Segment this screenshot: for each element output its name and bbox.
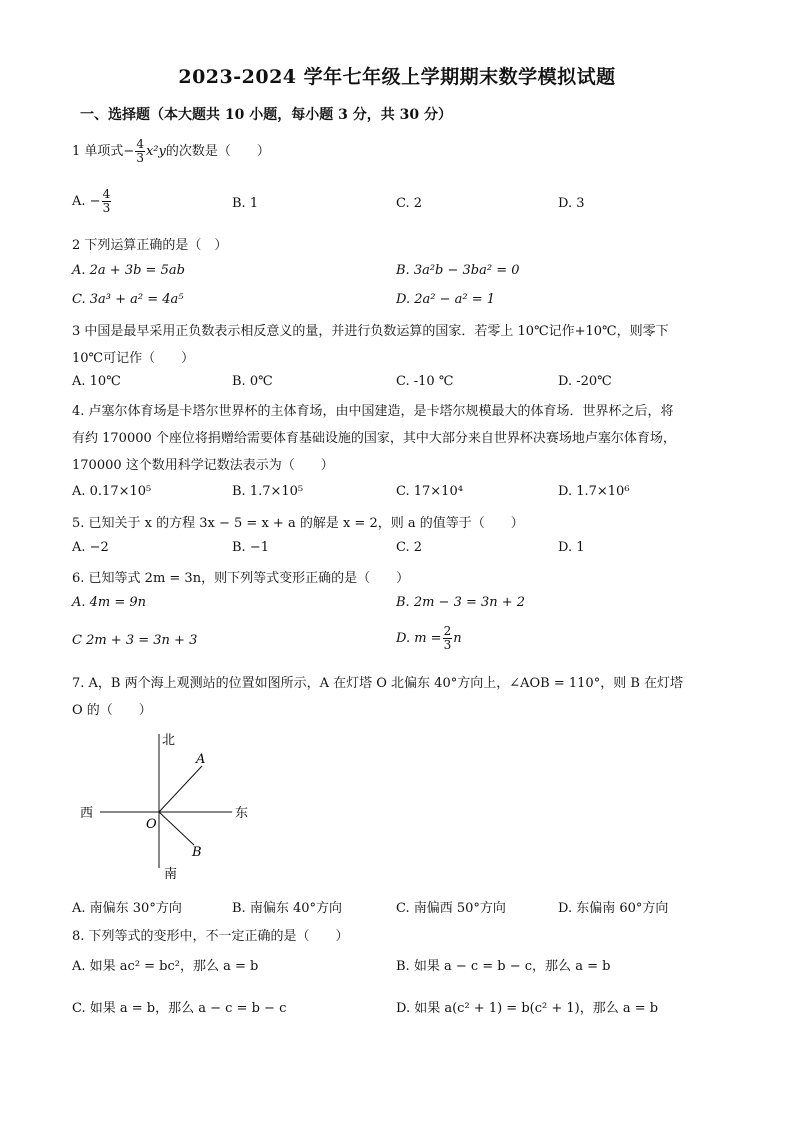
page-title: 2023-2024 学年七年级上学期期末数学模拟试题	[178, 66, 616, 88]
ray-ob	[159, 812, 194, 845]
q1-option-a[interactable]	[72, 188, 112, 215]
q7-option-b[interactable]: B. 南偏东 40°方向	[232, 901, 342, 916]
question-8-stem: 8. 下列等式的变形中，不一定正确的是（ ）	[72, 929, 349, 944]
q6-option-b[interactable]: B. 2m − 3 = 3n + 2	[396, 595, 526, 610]
label-north: 北	[162, 733, 176, 748]
q1-option-b[interactable]: B. 1	[232, 196, 259, 211]
q5-option-d[interactable]: D. 1	[558, 540, 585, 555]
q1-option-a-numerator: 4	[102, 187, 111, 201]
label-b: B	[192, 845, 202, 860]
q1-option-a-fraction	[102, 188, 112, 215]
label-o: O	[146, 817, 157, 832]
q3-option-d[interactable]: D. -20℃	[558, 374, 612, 389]
q6-option-c[interactable]: C 2m + 3 = 3n + 3	[72, 633, 198, 648]
question-7-stem-line-2: O 的（ ）	[72, 703, 152, 718]
q4-option-a[interactable]: A. 0.17×10⁵	[72, 484, 152, 499]
q1-option-a-label: A.	[72, 194, 86, 209]
q1-option-d[interactable]: D. 3	[558, 196, 585, 211]
q1-prefix: 1 单项式	[72, 144, 124, 159]
q1-option-c[interactable]: C. 2	[396, 196, 423, 211]
q5-option-c[interactable]: C. 2	[396, 540, 423, 555]
question-1-stem	[72, 138, 270, 165]
label-a: A	[196, 752, 206, 767]
q2-option-b[interactable]: B. 3a²b − 3ba² = 0	[396, 263, 520, 278]
compass-diagram	[76, 728, 276, 888]
q1-suffix: 的次数是（ ）	[165, 144, 270, 159]
q3-option-c[interactable]: C. -10 ℃	[396, 374, 454, 389]
q1-fraction-numerator: 4	[136, 137, 144, 151]
question-3-stem-line-2: 10℃可记作（ ）	[72, 351, 195, 366]
label-south: 南	[164, 867, 178, 882]
question-5-stem: 5. 已知关于 x 的方程 3x − 5 = x + a 的解是 x = 2，则 a 的值等于（ ）	[72, 516, 524, 531]
q4-option-c[interactable]: C. 17×10⁴	[396, 484, 463, 499]
question-4-stem-line-3: 170000 这个数用科学记数法表示为（ ）	[72, 458, 334, 473]
q2-option-a[interactable]: A. 2a + 3b = 5ab	[72, 263, 185, 278]
question-4-stem-line-1: 4. 卢塞尔体育场是卡塔尔世界杯的主体育场，由中国建造，是卡塔尔规模最大的体育场．世界杯之后，将	[72, 404, 674, 419]
q8-option-a[interactable]: A. 如果 ac² = bc²，那么 a = b	[72, 959, 259, 974]
label-east: 东	[235, 806, 249, 821]
q7-option-d[interactable]: D. 东偏南 60°方向	[558, 901, 669, 916]
q6-option-d-prefix: D. m =	[396, 631, 442, 646]
question-2-stem: 2 下列运算正确的是（ ）	[72, 238, 228, 253]
q2-option-d[interactable]: D. 2a² − a² = 1	[396, 292, 496, 307]
q1-option-a-denominator: 3	[102, 201, 111, 215]
q2-option-c[interactable]: C. 3a³ + a² = 4a⁵	[72, 292, 184, 307]
ray-oa	[159, 766, 202, 812]
q1-minus: −	[123, 144, 135, 159]
q7-option-c[interactable]: C. 南偏西 50°方向	[396, 901, 506, 916]
question-6-stem: 6. 已知等式 2m = 3n，则下列等式变形正确的是（ ）	[72, 571, 410, 586]
q6-option-d-numerator: 2	[443, 624, 452, 638]
q8-option-b[interactable]: B. 如果 a − c = b − c，那么 a = b	[396, 959, 611, 974]
q1-expression: x²y	[145, 144, 166, 159]
q5-option-b[interactable]: B. −1	[232, 540, 269, 555]
q8-option-d[interactable]: D. 如果 a(c² + 1) = b(c² + 1)，那么 a = b	[396, 1001, 659, 1016]
q4-option-b[interactable]: B. 1.7×10⁵	[232, 484, 304, 499]
q1-fraction	[135, 138, 145, 165]
q3-option-b[interactable]: B. 0℃	[232, 374, 273, 389]
q3-option-a[interactable]: A. 10℃	[72, 374, 121, 389]
q7-option-a[interactable]: A. 南偏东 30°方向	[72, 901, 182, 916]
q6-option-d[interactable]	[396, 625, 462, 652]
q5-option-a[interactable]: A. −2	[72, 540, 109, 555]
question-7-stem-line-1: 7. A，B 两个海上观测站的位置如图所示，A 在灯塔 O 北偏东 40°方向上，∠AOB = 110°，则 B 在灯塔	[72, 676, 684, 691]
q6-option-d-suffix: n	[453, 631, 462, 646]
question-4-stem-line-2: 有约 170000 个座位将捐赠给需要体育基础设施的国家，其中大部分来自世界杯决赛场地卢塞尔体育场，	[72, 431, 676, 446]
q6-option-d-fraction	[443, 625, 453, 652]
q6-option-a[interactable]: A. 4m = 9n	[72, 595, 147, 610]
q1-option-a-minus: −	[89, 194, 101, 209]
q1-fraction-denominator: 3	[136, 151, 144, 165]
section-heading: 一、选择题（本大题共 10 小题，每小题 3 分，共 30 分）	[80, 107, 452, 123]
label-west: 西	[80, 806, 94, 821]
question-3-stem-line-1: 3 中国是最早采用正负数表示相反意义的量，并进行负数运算的国家．若零上 10℃记作+10℃，则零下	[72, 324, 669, 339]
q8-option-c[interactable]: C. 如果 a = b，那么 a − c = b − c	[72, 1001, 287, 1016]
q4-option-d[interactable]: D. 1.7×10⁶	[558, 484, 630, 499]
q6-option-d-denominator: 3	[443, 638, 452, 652]
